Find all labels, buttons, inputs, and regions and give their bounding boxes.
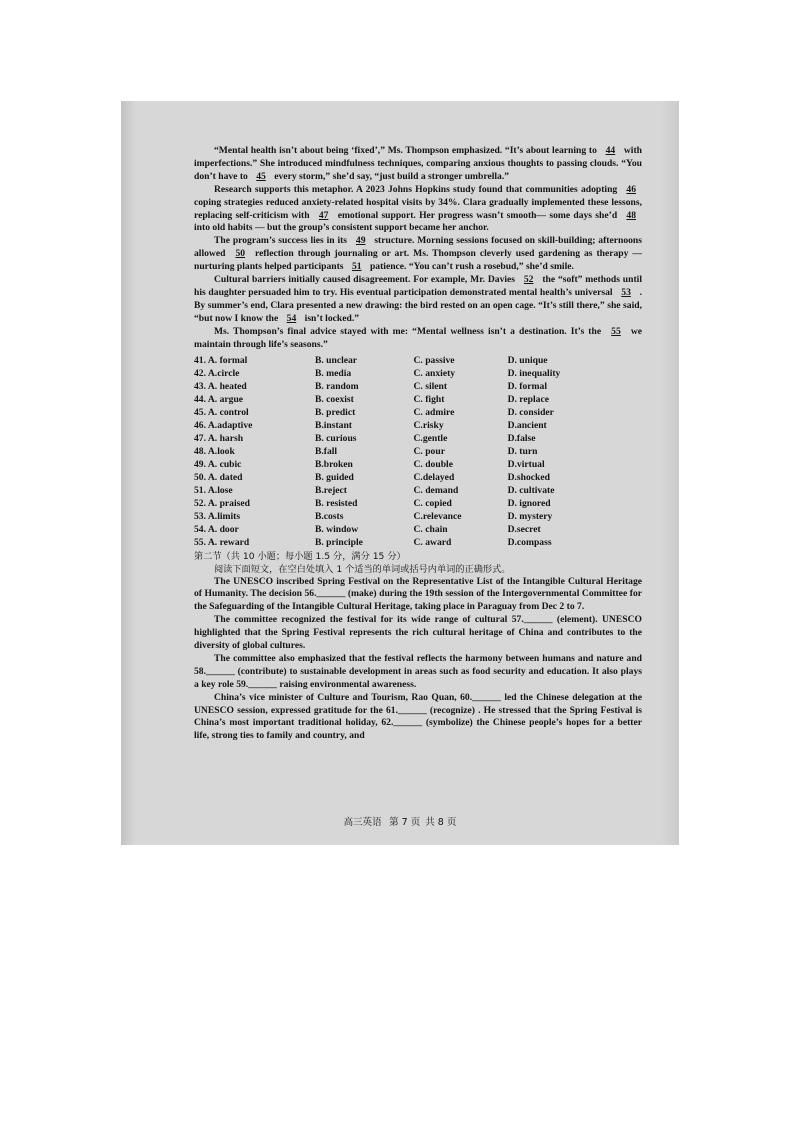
option-cell: 49. A. cubic	[194, 458, 242, 470]
passage-text: patience. “You can’t rush a rosebud,” she’d smile.	[369, 261, 574, 273]
passage-text: we maintain through life’s seasons.”	[194, 325, 642, 350]
passage-text: reflection through journaling or art. Ms. Thompson cleverly used gardening as therapy — nurturing plants helped participants	[194, 248, 643, 273]
footer-page: 第 7 页	[389, 817, 421, 828]
option-cell: 44. A. argue	[194, 393, 244, 405]
passage-paragraph	[194, 235, 642, 274]
option-cell: C.relevance	[413, 510, 462, 522]
option-cell: D. mystery	[507, 510, 553, 522]
option-cell: D.false	[507, 432, 536, 444]
passage-text: The program’s success lies in its	[214, 235, 348, 247]
section-instruction: 阅读下面短文，在空白处填入 1 个适当的单词或括号内单词的正确形式。	[214, 563, 511, 575]
option-row	[194, 536, 642, 549]
option-cell: 54. A. door	[194, 523, 239, 535]
option-cell: 51. A.lose	[194, 484, 233, 496]
section-two	[194, 550, 642, 744]
option-cell: D.virtual	[507, 458, 545, 470]
option-cell: C. fight	[413, 393, 445, 405]
option-row	[194, 432, 642, 445]
option-cell: D. inequality	[507, 367, 561, 379]
passage-paragraph	[194, 145, 642, 184]
passage-text: Cultural barriers initially caused disagreement. For example, Mr. Davies	[214, 274, 516, 286]
option-cell: C. award	[413, 536, 452, 548]
answer-blank: 53	[621, 286, 631, 298]
option-cell: C.gentle	[413, 432, 448, 444]
option-cell: B.broken	[314, 458, 353, 470]
option-cell: D. consider	[507, 406, 554, 418]
passage-text: with imperfections.” She introduced mindfulness techniques, comparing anxious thoughts to passing clouds. “You don’t have to	[194, 145, 642, 182]
option-row	[194, 471, 642, 484]
option-cell: 50. A. dated	[194, 471, 243, 483]
footer-total: 共 8 页	[425, 817, 457, 828]
passage-text: into old habits — but the group’s consistent support became her anchor.	[194, 222, 489, 234]
option-cell: B.reject	[314, 484, 347, 496]
option-cell: D. replace	[507, 393, 549, 405]
option-cell: 42. A.circle	[194, 367, 240, 379]
passage-text: . By summer’s end, Clara presented a new drawing: the bird rested on an open cage. “It’s still there,” she said, “but now I know the	[194, 286, 642, 324]
option-cell: 45. A. control	[194, 406, 249, 418]
passage-text: isn’t locked.”	[304, 312, 360, 324]
option-row	[194, 367, 642, 380]
option-cell: B. window	[314, 523, 359, 535]
option-cell: 53. A.limits	[194, 510, 241, 522]
grammar-paragraph: The committee recognized the festival for its wide range of cultural 57.______ (element). UNESCO highlighted that the Spring Festival represents the rich cultural heritage of China and contributes to the diversity of global cultures.	[194, 614, 642, 652]
grammar-paragraph: The UNESCO inscribed Spring Festival on the Representative List of the Intangible Cultural Heritage of Humanity. The decision 56.______ (make) during the 19th session of the Intergovernmental Committee for the Safeguarding of the Intangible Cultural Heritage, taking place in Paraguay from Dec 2 to 7.	[194, 575, 642, 613]
option-cell: B. random	[314, 380, 359, 392]
option-cell: D. unique	[507, 354, 548, 366]
option-cell: D.secret	[507, 523, 541, 535]
option-cell: D.shocked	[507, 471, 550, 483]
option-cell: C. admire	[413, 406, 455, 418]
option-cell: D. formal	[507, 380, 548, 392]
option-cell: C. double	[413, 458, 453, 470]
option-cell: B.costs	[314, 510, 344, 522]
answer-blank: 52	[523, 274, 534, 286]
option-cell: B. unclear	[314, 354, 358, 366]
answer-blank: 48	[626, 209, 637, 221]
page-content	[194, 145, 642, 743]
option-cell: B. guided	[314, 471, 354, 483]
option-row	[194, 354, 642, 367]
option-cell: C. demand	[413, 484, 459, 496]
option-row	[194, 393, 642, 406]
option-cell: B. principle	[314, 536, 363, 548]
answer-blank: 50	[235, 248, 246, 260]
option-row	[194, 380, 642, 393]
option-row	[194, 484, 642, 497]
option-cell: 55. A. reward	[194, 536, 250, 548]
option-cell: C.delayed	[413, 471, 455, 483]
answer-blank: 55	[611, 325, 621, 337]
grammar-paragraph: The committee also emphasized that the festival reflects the harmony between humans and nature and 58.______ (contribute) to sustainable development in areas such as food security and education. It also plays a key role 59.______ raising environmental awareness.	[194, 652, 642, 690]
option-row	[194, 419, 642, 432]
passage-text: Research supports this metaphor. A 2023 Johns Hopkins study found that communities adopting	[214, 183, 618, 195]
option-cell: 48. A.look	[194, 445, 235, 457]
answer-blank: 47	[318, 209, 329, 221]
option-row	[194, 458, 642, 471]
option-cell: C. copied	[413, 497, 452, 509]
option-cell: D.ancient	[507, 419, 547, 431]
passage-text: the “soft” methods until his daughter persuaded him to try. His eventual participation demonstrated mental health’s universal	[194, 274, 642, 298]
option-row	[194, 510, 642, 523]
option-cell: B. coexist	[314, 393, 354, 405]
option-cell: B.instant	[314, 419, 353, 431]
passage-text: Ms. Thompson’s final advice stayed with me: “Mental wellness isn’t a destination. It’s the	[214, 325, 602, 337]
answer-blank: 49	[355, 235, 366, 247]
option-cell: D. ignored	[507, 497, 551, 509]
passage-text: “Mental health isn’t about being ‘fixed’,” Ms. Thompson emphasized. “It’s about learning to	[214, 145, 597, 156]
grammar-passage	[194, 576, 642, 744]
footer-subject: 高三英语	[343, 817, 382, 828]
passage-paragraph	[194, 184, 642, 236]
option-cell: B. media	[314, 367, 352, 379]
option-cell: C. pour	[413, 445, 445, 457]
passage-paragraph	[194, 274, 642, 326]
answer-blank: 54	[286, 312, 297, 324]
page-footer	[121, 814, 679, 828]
option-cell: D. cultivate	[507, 484, 555, 496]
option-cell: C. silent	[413, 380, 448, 392]
cloze-passage	[194, 145, 642, 352]
option-cell: 46. A.adaptive	[194, 419, 253, 431]
answer-blank: 51	[351, 261, 362, 273]
passage-text: coping strategies reduced anxiety-related hospital visits by 34%. Clara gradually implemented these lessons, replacing self-criticism with	[194, 196, 642, 221]
option-cell: 47. A. harsh	[194, 432, 244, 444]
passage-paragraph	[194, 326, 642, 352]
option-cell: C. chain	[413, 523, 448, 535]
option-cell: 43. A. heated	[194, 380, 247, 392]
option-cell: C. passive	[413, 354, 455, 366]
answer-blank: 44	[605, 145, 616, 156]
option-cell: 41. A. formal	[194, 354, 248, 366]
option-cell: B. curious	[314, 432, 357, 444]
option-cell: B.fall	[314, 445, 338, 457]
option-cell: B. resisted	[314, 497, 358, 509]
grammar-paragraph: China’s vice minister of Culture and Tourism, Rao Quan, 60.______ led the Chinese delegation at the UNESCO session, expressed gratitude for the 61.______ (recognize) . He stressed that the Spring Festival is China’s most important traditional holiday, 62.______ (symbolize) the Chinese people’s hopes for a better life, strong ties to family and country, and	[194, 691, 642, 742]
answer-blank: 45	[256, 170, 266, 182]
option-row	[194, 406, 642, 419]
passage-text: structure. Morning sessions focused on skill-building; afternoons allowed	[194, 235, 642, 260]
passage-text: every storm,” she’d say, “just build a stronger umbrella.”	[274, 170, 510, 182]
option-cell: B. predict	[314, 406, 356, 418]
option-cell: C. anxiety	[413, 367, 456, 379]
option-cell: C.risky	[413, 419, 444, 431]
options-table	[194, 354, 642, 549]
option-cell: D. turn	[507, 445, 538, 457]
option-cell: 52. A. praised	[194, 497, 250, 509]
exam-page	[121, 101, 679, 845]
option-cell: D.compass	[507, 536, 552, 548]
option-row	[194, 523, 642, 536]
option-row	[194, 445, 642, 458]
section-heading: 第二节（共 10 小题；每小题 1.5 分，满分 15 分）	[194, 550, 406, 562]
answer-blank: 46	[626, 183, 636, 195]
passage-text: emotional support. Her progress wasn’t smooth— some days she’d	[337, 209, 618, 221]
option-row	[194, 497, 642, 510]
